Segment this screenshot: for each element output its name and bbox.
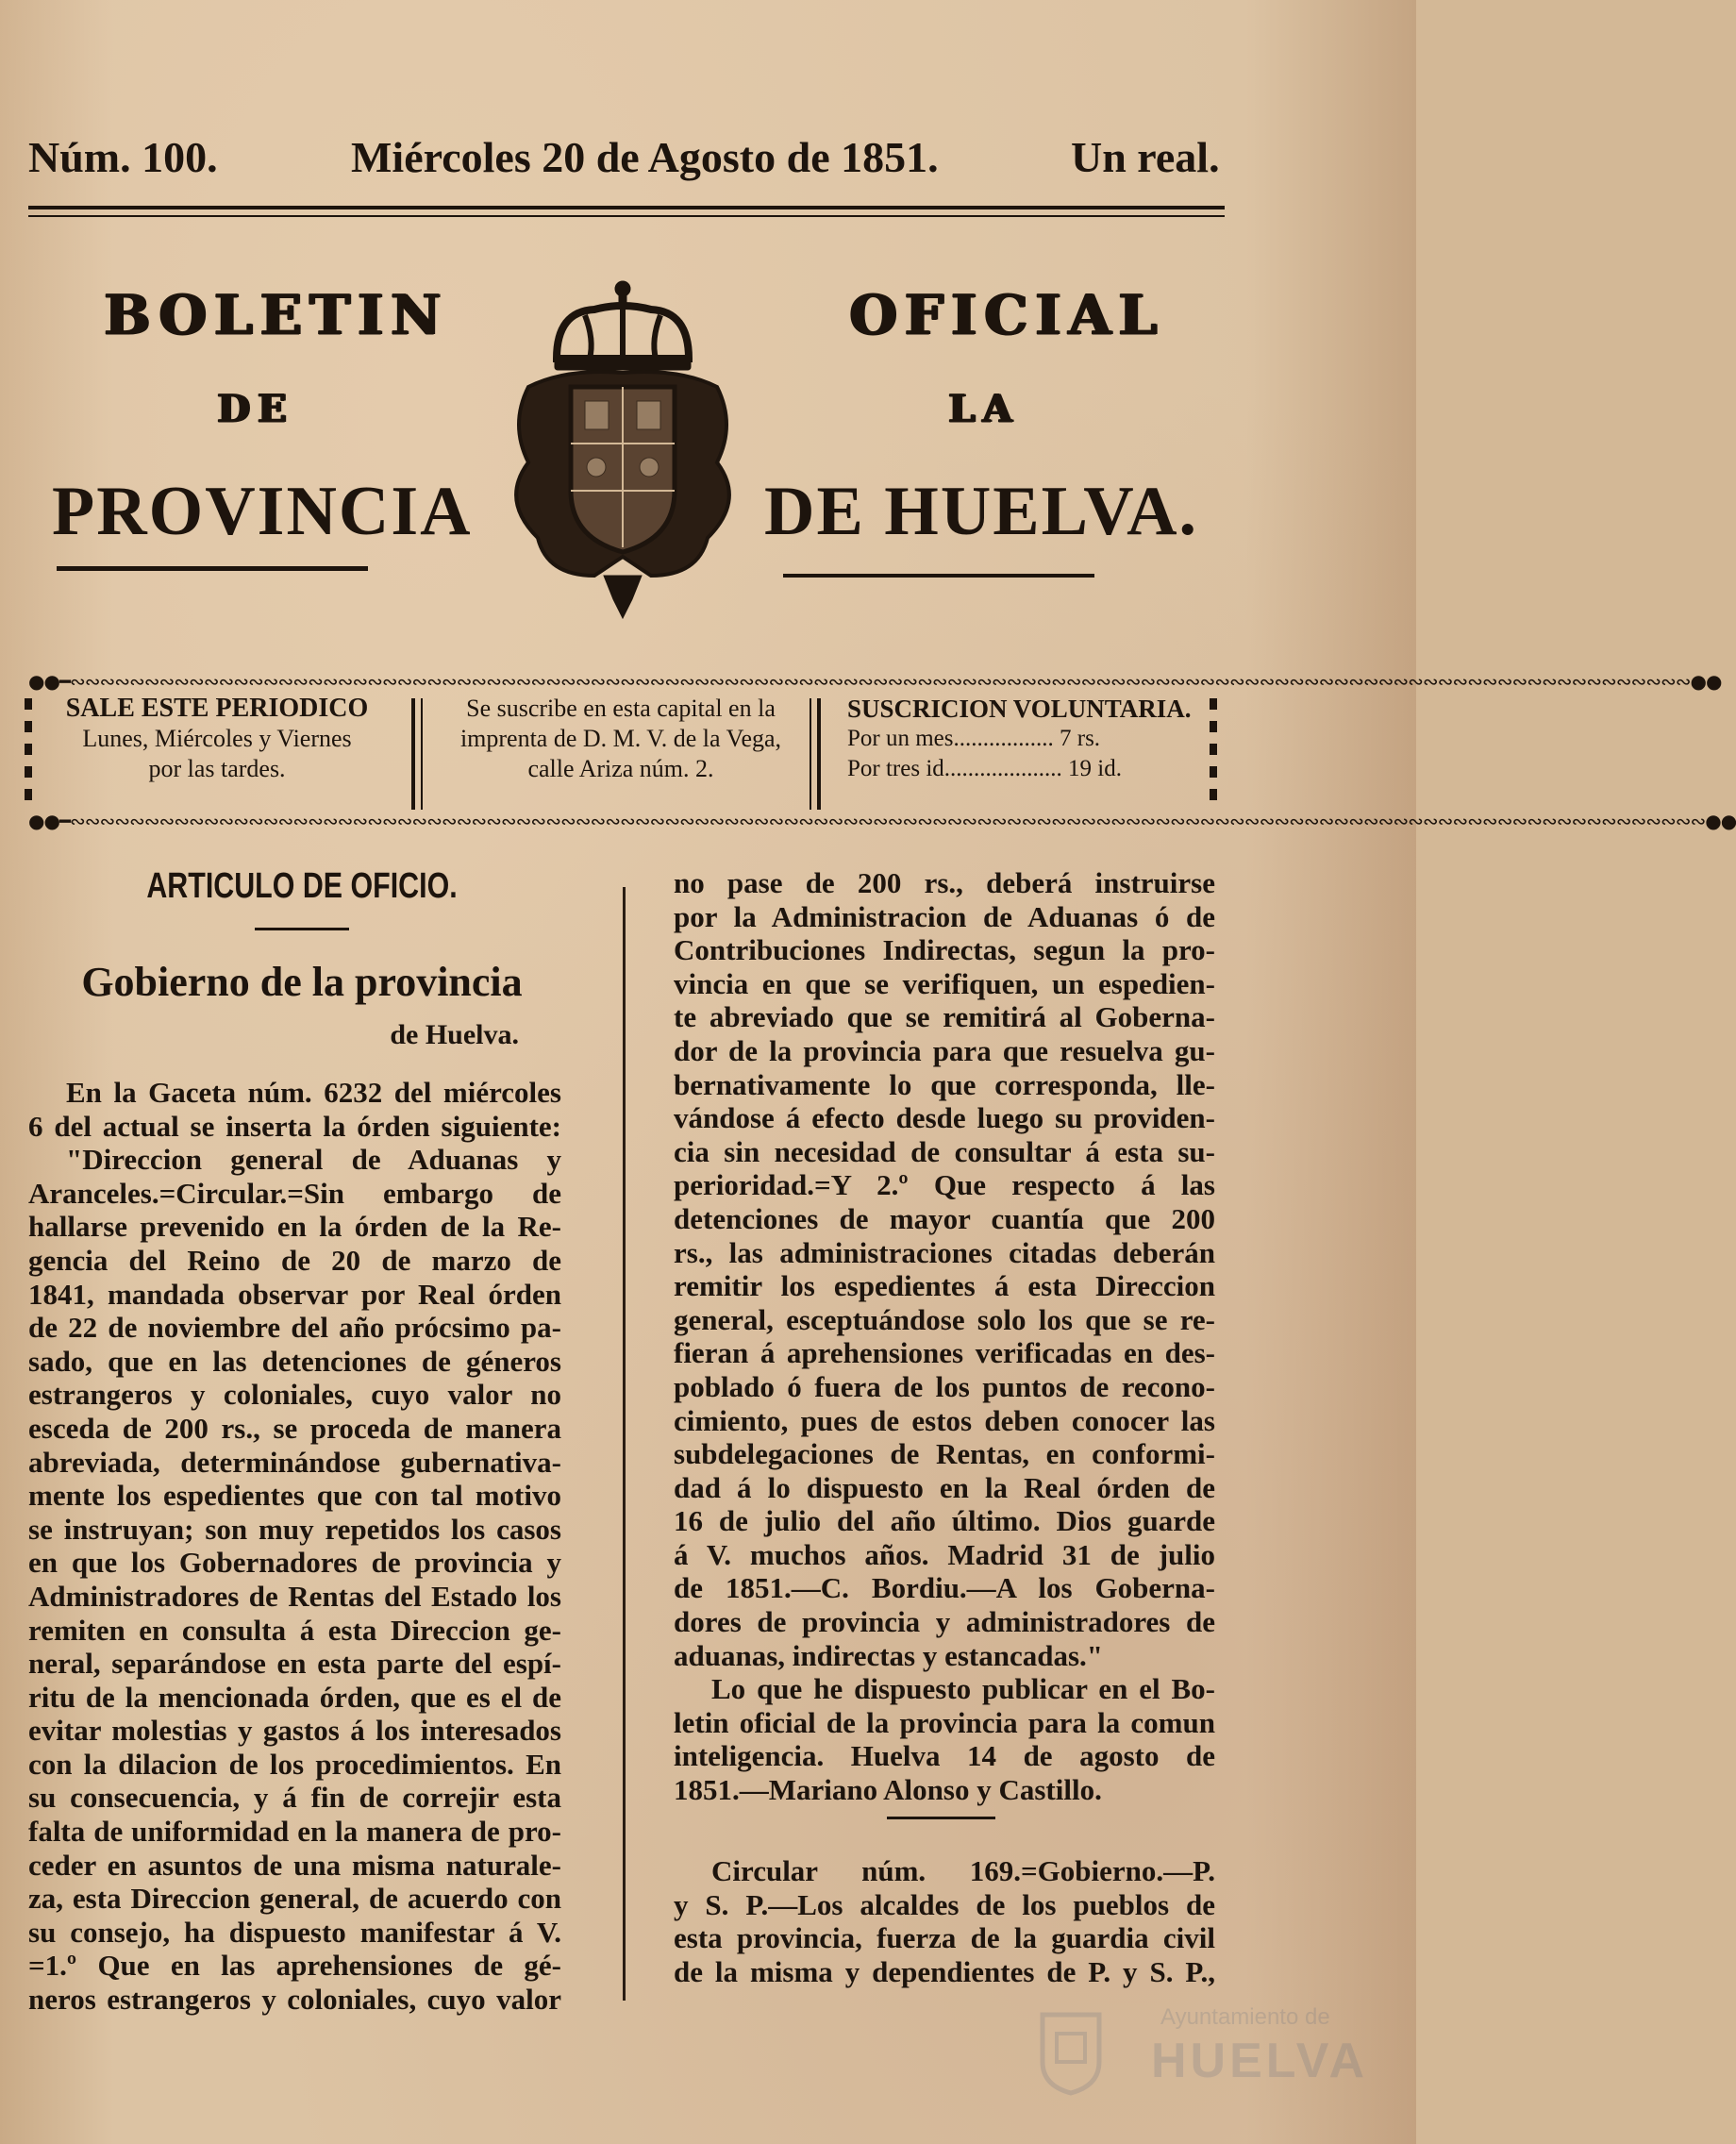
- info-box-bottom-border: ●●━∾∾∾∾∾∾∾∾∾∾∾∾∾∾∾∾∾∾∾∾∾∾∾∾∾∾∾∾∾∾∾∾∾∾∾∾∾∾∾∾∾∾∾∾∾∾∾∾∾∾∾∾∾∾∾∾∾∾∾∾∾∾∾∾∾∾∾∾∾∾∾∾∾∾∾∾∾∾∾∾∾∾∾∾∾∾∾∾∾∾∾∾∾∾∾∾∾∾∾∾∾∾∾∾∾∾∾∾∾∾●●: [28, 810, 1736, 832]
- section-title: ARTICULO DE OFICIO.: [146, 866, 458, 906]
- left-column-body: [28, 1076, 561, 2017]
- publication-time: por las tardes.: [148, 755, 286, 782]
- title-word-la: LA: [948, 387, 1020, 431]
- info-box-divider-2a: [810, 698, 811, 810]
- subscription-price-three: Por tres id.................... 19 id.: [847, 756, 1122, 781]
- text-line: remitir los espedientes á esta Direccion: [674, 1269, 1215, 1303]
- text-line: Aranceles.=Circular.=Sin embargo de: [28, 1176, 561, 1210]
- text-line: bernativamente lo que corresponda, lle-: [674, 1067, 1215, 1101]
- text-line: 6 del actual se inserta la órden siguiente:: [28, 1109, 561, 1143]
- subscription-place-line2: imprenta de D. M. V. de la Vega,: [459, 725, 782, 752]
- text-line: neros estrangeros y coloniales, cuyo valor: [28, 1983, 561, 2017]
- info-box-top-border: ●●━∾∾∾∾∾∾∾∾∾∾∾∾∾∾∾∾∾∾∾∾∾∾∾∾∾∾∾∾∾∾∾∾∾∾∾∾∾∾∾∾∾∾∾∾∾∾∾∾∾∾∾∾∾∾∾∾∾∾∾∾∾∾∾∾∾∾∾∾∾∾∾∾∾∾∾∾∾∾∾∾∾∾∾∾∾∾∾∾∾∾∾∾∾∾∾∾∾∾∾∾∾∾∾∾∾∾∾∾∾●●: [28, 670, 1722, 693]
- text-line: En la Gaceta núm. 6232 del miércoles: [66, 1076, 561, 1109]
- text-line: gencia del Reino de 20 de marzo de: [28, 1243, 561, 1277]
- subscription-price-month: Por un mes................. 7 rs.: [847, 726, 1101, 751]
- archive-watermark: [1038, 2001, 1396, 2104]
- text-line: subdelegaciones de Rentas, en conformi-: [674, 1437, 1215, 1471]
- text-line: vincia en que se verifiquen, un espedien-: [674, 966, 1215, 1000]
- text-line: á V. muchos años. Madrid 31 de julio: [674, 1537, 1215, 1571]
- text-line: Circular núm. 169.=Gobierno.—P.: [711, 1854, 1215, 1887]
- info-box-left-border: [25, 698, 32, 810]
- text-line: fieran á aprehensiones verificadas en des-: [674, 1336, 1215, 1370]
- text-line: poblado ó fuera de los puntos de recono-: [674, 1369, 1215, 1403]
- text-line: 1851.—Mariano Alonso y Castillo.: [674, 1773, 1102, 1807]
- government-subtitle: de Huelva.: [390, 1019, 519, 1050]
- text-line: dor de la provincia para que resuelva gu-: [674, 1033, 1215, 1067]
- title-word-boletin: BOLETIN: [104, 283, 448, 347]
- text-line: hallarse prevenido en la órden de la Re-: [28, 1210, 561, 1244]
- text-line: dores de provincia y administradores de: [674, 1605, 1215, 1639]
- text-line: za, esta Direccion general, de acuerdo con: [28, 1882, 561, 1916]
- text-line: Contribuciones Indirectas, segun la pro-: [674, 933, 1215, 967]
- text-line: sado, que en las detenciones de géneros: [28, 1344, 561, 1378]
- text-line: 1841, mandada observar por Real órden: [28, 1277, 561, 1311]
- right-column-separator: [887, 1817, 995, 1819]
- subscription-price-heading: SUSCRICION VOLUNTARIA.: [847, 695, 1192, 723]
- text-line: Administradores de Rentas del Estado los: [28, 1579, 561, 1613]
- title-word-oficial: OFICIAL: [849, 283, 1164, 347]
- watermark-line2: HUELVA: [1151, 2034, 1369, 2088]
- text-line: 16 de julio del año último. Dios guarde: [674, 1504, 1215, 1538]
- text-line: cimiento, pues de estos deben conocer las: [674, 1403, 1215, 1437]
- text-line: detenciones de mayor cuantía que 200: [674, 1201, 1215, 1235]
- text-line: ritu de la mencionada órden, que es el de: [28, 1680, 561, 1714]
- text-line: de 1851.—C. Bordiu.—A los Goberna-: [674, 1571, 1215, 1605]
- text-line: Lo que he dispuesto publicar en el Bo-: [711, 1672, 1215, 1706]
- text-line: su consecuencia, y á fin de correjir esta: [28, 1781, 561, 1815]
- column-divider: [623, 887, 626, 2001]
- title-provincia: PROVINCIA: [52, 473, 473, 550]
- text-line: con la dilacion de los procedimientos. En: [28, 1747, 561, 1781]
- text-line: se instruyan; son muy repetidos los casos: [28, 1512, 561, 1546]
- text-line: aduanas, indirectas y estancadas.": [674, 1638, 1104, 1672]
- title-word-de: DE: [217, 387, 294, 431]
- issue-number: Núm. 100.: [28, 133, 218, 181]
- info-box-divider-1b: [421, 698, 423, 810]
- text-line: remiten en consulta á esta Direccion ge-: [28, 1613, 561, 1647]
- title-underline-left: [57, 566, 368, 571]
- text-line: abreviada, determinándose gubernativa-: [28, 1445, 561, 1479]
- title-underline-right: [783, 574, 1094, 578]
- text-line: ceder en asuntos de una misma naturale-: [28, 1848, 561, 1882]
- text-line: su consejo, ha dispuesto manifestar á V.: [28, 1915, 561, 1949]
- text-line: =1.º Que en las aprehensiones de gé-: [28, 1949, 561, 1983]
- text-line: cia sin necesidad de consultar á esta su-: [674, 1134, 1215, 1168]
- royal-coat-of-arms-icon: [491, 274, 755, 623]
- header-rule-thick: [28, 206, 1225, 209]
- text-line: por la Administracion de Aduanas ó de: [674, 899, 1215, 933]
- header-rule-thin: [28, 215, 1225, 217]
- text-line: esceda de 200 rs., se proceda de manera: [28, 1411, 561, 1445]
- issue-price: Un real.: [1071, 133, 1220, 181]
- text-line: dad á lo dispuesto en la Real órden de: [674, 1470, 1215, 1504]
- info-box-subscription-place: [442, 694, 800, 812]
- text-line: letin oficial de la provincia para la comun: [674, 1705, 1215, 1739]
- text-line: rs., las administraciones citadas deberán: [674, 1235, 1215, 1269]
- info-box-publication: [57, 694, 377, 812]
- info-box-divider-1a: [411, 698, 415, 810]
- text-line: te abreviado que se remitirá al Goberna-: [674, 1000, 1215, 1034]
- text-line: y S. P.—Los alcaldes de los pueblos de: [674, 1887, 1215, 1921]
- text-line: falta de uniformidad en la manera de pro-: [28, 1815, 561, 1849]
- text-line: vándose á efecto desde luego su providen-: [674, 1101, 1215, 1135]
- info-box-divider-2b: [817, 698, 821, 810]
- text-line: perioridad.=Y 2.º Que respecto á las: [674, 1168, 1215, 1202]
- watermark-line1: Ayuntamiento de: [1160, 2004, 1330, 2030]
- text-line: de la misma y dependientes de P. y S. P.,: [674, 1954, 1215, 1988]
- text-line: estrangeros y coloniales, cuyo valor no: [28, 1378, 561, 1412]
- subscription-place-line3: calle Ariza núm. 2.: [527, 755, 714, 782]
- info-box-subscription-price: [847, 694, 1196, 812]
- text-line: no pase de 200 rs., deberá instruirse: [674, 866, 1215, 899]
- government-title: Gobierno de la provincia: [81, 959, 523, 1005]
- publication-days: Lunes, Miércoles y Viernes: [82, 725, 352, 752]
- right-column-body: [674, 866, 1215, 1807]
- text-line: en que los Gobernadores de provincia y: [28, 1546, 561, 1580]
- section-title-rule: [255, 928, 349, 930]
- circular-169-body: [674, 1854, 1215, 1988]
- text-line: neral, separándose en esta parte del espí-: [28, 1647, 561, 1681]
- text-line: evitar molestias y gastos á los interesados: [28, 1714, 561, 1748]
- text-line: inteligencia. Huelva 14 de agosto de: [674, 1739, 1215, 1773]
- title-de-huelva: DE HUELVA.: [764, 473, 1199, 550]
- info-box-right-border: [1210, 698, 1217, 810]
- subscription-place-line1: Se suscribe en esta capital en la: [466, 695, 776, 722]
- text-line: "Direccion general de Aduanas y: [66, 1143, 561, 1177]
- text-line: mente los espedientes que con tal motivo: [28, 1479, 561, 1513]
- text-line: de 22 de noviembre del año prócsimo pa-: [28, 1311, 561, 1345]
- issue-date: Miércoles 20 de Agosto de 1851.: [351, 133, 939, 181]
- publication-heading: SALE ESTE PERIODICO: [65, 694, 369, 723]
- city-shield-icon: [1038, 2010, 1104, 2095]
- text-line: esta provincia, fuerza de la guardia civil: [674, 1921, 1215, 1955]
- text-line: general, esceptuándose solo los que se re-: [674, 1302, 1215, 1336]
